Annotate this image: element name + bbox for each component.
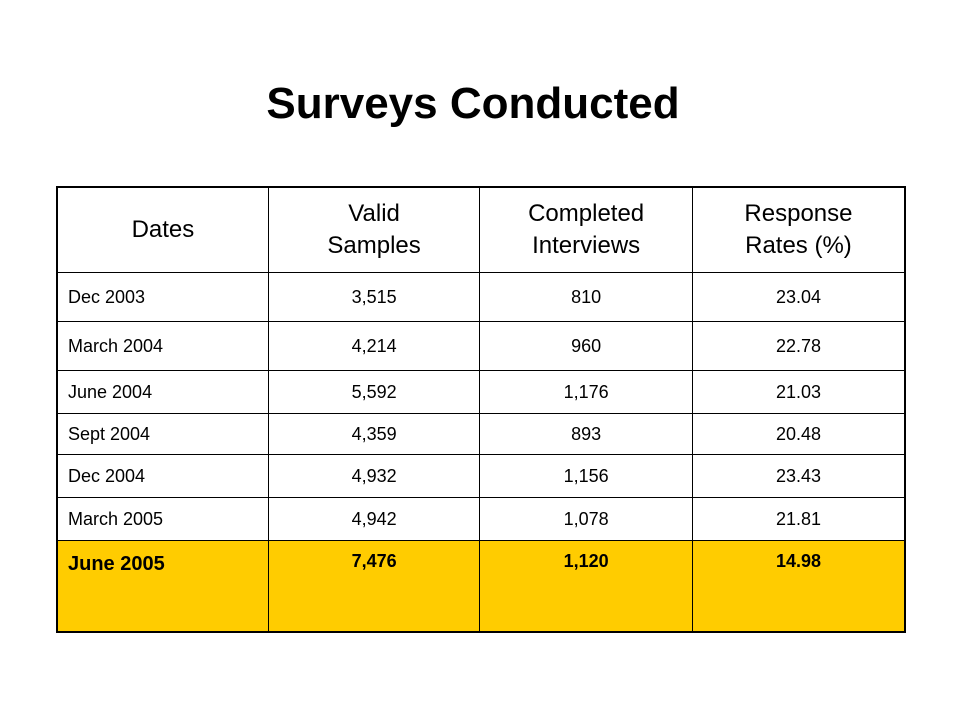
cell-date: Sept 2004	[57, 414, 268, 455]
header-response-rates	[692, 187, 905, 273]
cell-completed-interviews: 893	[480, 414, 693, 455]
header-completed-interviews	[480, 187, 693, 273]
cell-response-rate: 22.78	[692, 322, 905, 371]
header-dates-label: Dates	[131, 216, 195, 243]
table-row	[57, 273, 905, 322]
cell-response-rate: 14.98	[692, 541, 905, 633]
cell-date: June 2004	[57, 371, 268, 414]
cell-valid-samples: 7,476	[268, 541, 479, 633]
table-row	[57, 414, 905, 455]
cell-response-rate: 21.03	[692, 371, 905, 414]
header-completed-line1: Completed	[528, 200, 645, 227]
slide-title: Surveys Conducted	[266, 79, 680, 128]
header-valid-samples-line2: Samples	[327, 232, 421, 259]
header-valid-samples	[268, 187, 479, 273]
header-dates	[57, 187, 268, 273]
cell-completed-interviews: 1,078	[480, 498, 693, 541]
cell-completed-interviews: 1,176	[480, 371, 693, 414]
table-row	[57, 498, 905, 541]
cell-valid-samples: 3,515	[268, 273, 479, 322]
cell-date: March 2004	[57, 322, 268, 371]
cell-completed-interviews: 960	[480, 322, 693, 371]
cell-response-rate: 23.43	[692, 455, 905, 498]
cell-valid-samples: 5,592	[268, 371, 479, 414]
cell-valid-samples: 4,359	[268, 414, 479, 455]
cell-response-rate: 23.04	[692, 273, 905, 322]
cell-date: Dec 2004	[57, 455, 268, 498]
cell-response-rate: 20.48	[692, 414, 905, 455]
cell-response-rate: 21.81	[692, 498, 905, 541]
cell-completed-interviews: 810	[480, 273, 693, 322]
table-row	[57, 322, 905, 371]
cell-valid-samples: 4,214	[268, 322, 479, 371]
surveys-table	[56, 186, 906, 633]
table-header-row	[57, 187, 905, 273]
cell-completed-interviews: 1,156	[480, 455, 693, 498]
table-row-highlighted	[57, 541, 905, 633]
cell-valid-samples: 4,932	[268, 455, 479, 498]
table-row	[57, 455, 905, 498]
header-valid-samples-line1: Valid	[348, 200, 400, 227]
cell-completed-interviews: 1,120	[480, 541, 693, 633]
cell-date: June 2005	[57, 541, 268, 633]
table-row	[57, 371, 905, 414]
header-response-line1: Response	[744, 200, 853, 227]
cell-date: Dec 2003	[57, 273, 268, 322]
header-completed-line2: Interviews	[532, 232, 641, 259]
cell-valid-samples: 4,942	[268, 498, 479, 541]
header-response-line2: Rates (%)	[745, 232, 852, 259]
cell-date: March 2005	[57, 498, 268, 541]
